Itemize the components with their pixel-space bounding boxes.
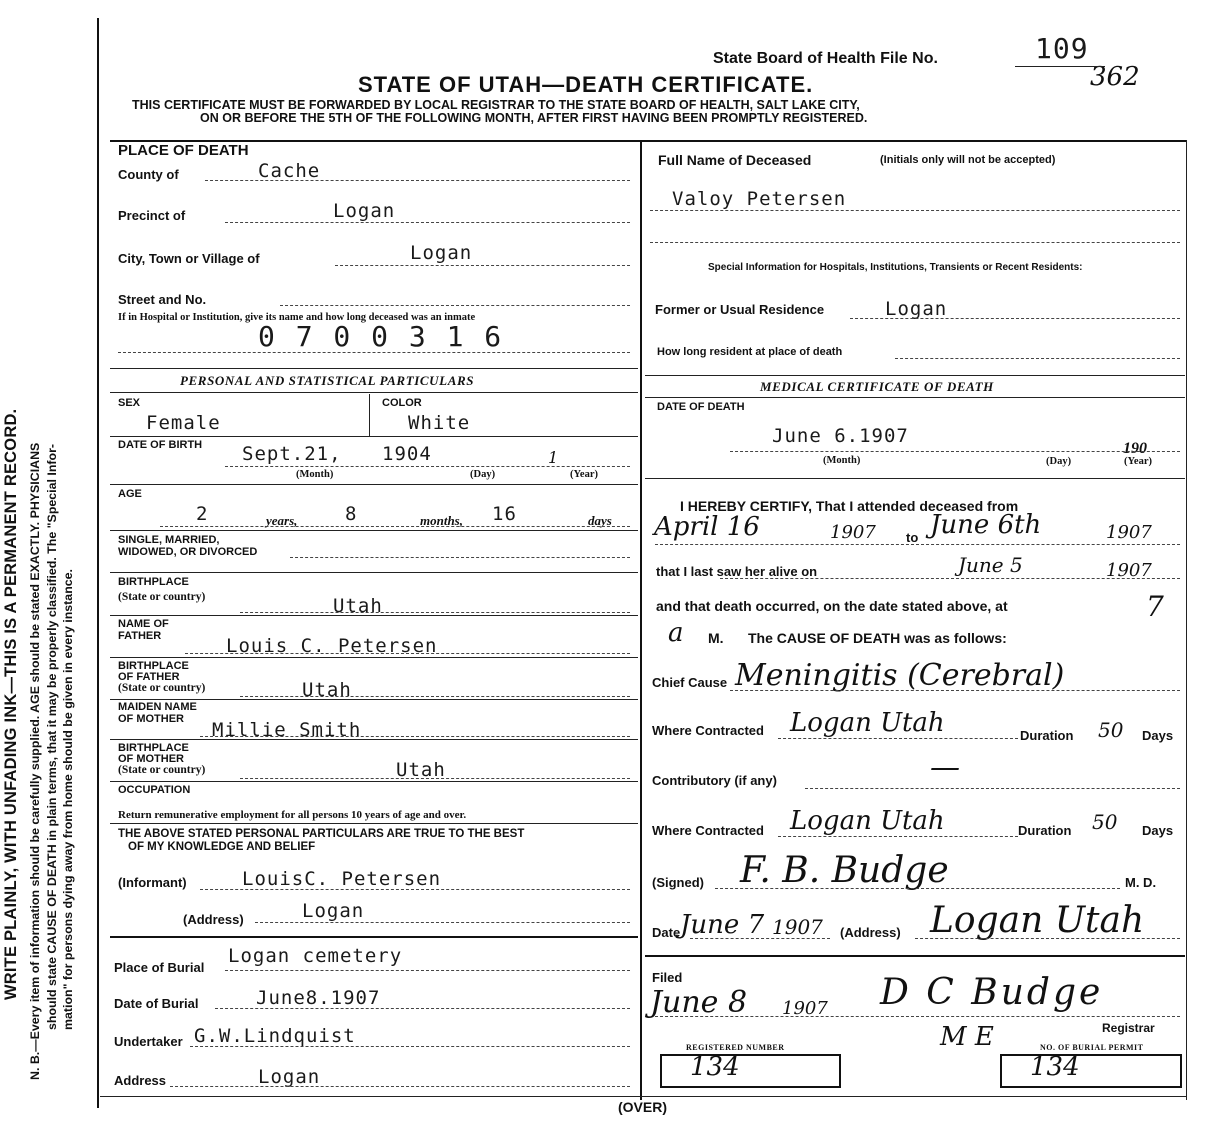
mother-value: Millie Smith xyxy=(212,719,362,741)
county-label: County of xyxy=(118,167,179,182)
personal-heading: PERSONAL AND STATISTICAL PARTICULARS xyxy=(180,373,475,388)
dob-year-caption: (Year) xyxy=(570,469,598,480)
contributory-value: — xyxy=(930,750,960,785)
center-divider xyxy=(640,140,642,1100)
special-info-label: Special Information for Hospitals, Institutions, Transients or Recent Residents: xyxy=(708,262,1083,273)
last-saw-date: June 5 xyxy=(958,553,1023,577)
signature-date-line xyxy=(690,938,830,939)
last-saw-text: that I last saw her alive on xyxy=(656,564,818,579)
residence-line xyxy=(850,318,1180,319)
mother-birthplace-value: Utah xyxy=(396,759,446,781)
duration-value: 50 xyxy=(1098,718,1124,742)
mother-row-rule xyxy=(110,739,638,740)
filed-date: June 8 xyxy=(650,985,748,1020)
county-line xyxy=(205,180,630,181)
cause-intro: The CAUSE OF DEATH was as follows: xyxy=(748,630,1007,646)
mother-birthplace-line xyxy=(240,778,630,779)
attest-line-2: OF MY KNOWLEDGE AND BELIEF xyxy=(128,841,316,853)
informant-row-rule xyxy=(110,936,638,938)
sex-color-divider xyxy=(369,394,370,436)
birthplace-row-rule xyxy=(110,615,638,616)
street-label: Street and No. xyxy=(118,292,207,307)
precinct-label: Precinct of xyxy=(118,208,186,223)
dob-year: 1904 xyxy=(382,443,432,465)
burial-place-value: Logan cemetery xyxy=(228,945,403,967)
chief-cause-value: Meningitis (Cerebral) xyxy=(735,658,1065,693)
filed-year: 1907 xyxy=(782,998,828,1019)
birthplace-value: Utah xyxy=(333,595,383,617)
over-label: (OVER) xyxy=(618,1099,667,1115)
age-months: 8 xyxy=(345,503,358,525)
residence-value: Logan xyxy=(885,298,948,320)
father-value: Louis C. Petersen xyxy=(226,635,438,657)
personal-heading-rule xyxy=(110,392,638,393)
attest-line-1: THE ABOVE STATED PERSONAL PARTICULARS ARE TRUE TO THE BEST xyxy=(118,828,525,840)
attended-from-year: 1907 xyxy=(830,522,876,543)
informant-address-label: (Address) xyxy=(183,912,244,927)
sex-label: SEX xyxy=(118,397,141,409)
filed-top-rule xyxy=(645,955,1185,957)
marital-row-rule xyxy=(110,572,638,573)
informant-value: LouisC. Petersen xyxy=(242,868,442,890)
informant-address-line xyxy=(255,922,630,923)
chief-cause-label: Chief Cause xyxy=(652,675,728,690)
informant-line xyxy=(200,889,630,890)
where-contracted-2-label: Where Contracted xyxy=(652,823,764,838)
last-saw-year: 1907 xyxy=(1106,560,1152,581)
signature-date-year: 1907 xyxy=(772,915,823,939)
dob-label: DATE OF BIRTH xyxy=(118,439,203,451)
physician-address-label: (Address) xyxy=(840,925,901,940)
father-birthplace-label-1: BIRTHPLACE xyxy=(118,660,189,672)
age-label: AGE xyxy=(118,488,142,500)
where-contracted-value: Logan Utah xyxy=(790,708,945,738)
undertaker-label: Undertaker xyxy=(114,1034,183,1049)
precinct-value: Logan xyxy=(333,200,396,222)
age-years: 2 xyxy=(196,503,209,525)
father-row-rule xyxy=(110,657,638,658)
marital-label-1: SINGLE, MARRIED, xyxy=(118,534,220,546)
forwarding-notice-2: ON OR BEFORE THE 5TH OF THE FOLLOWING MONTH, AFTER FIRST HAVING BEEN PROMPTLY REGISTERED. xyxy=(200,111,868,125)
personal-top-rule xyxy=(110,368,638,369)
age-days: 16 xyxy=(492,503,517,525)
header-rule xyxy=(110,140,1186,142)
death-year-print: 190 xyxy=(1123,440,1147,457)
occupation-note: Return remunerative employment for all persons 10 years of age and over. xyxy=(118,809,467,821)
deceased-name-line xyxy=(650,210,1180,211)
mother-label-2: OF MOTHER xyxy=(118,713,184,725)
signed-line xyxy=(715,888,1120,889)
registered-number: 134 xyxy=(690,1052,740,1082)
undertaker-value: G.W.Lindquist xyxy=(194,1025,356,1047)
mother-birthplace-label-1: BIRTHPLACE xyxy=(118,742,189,754)
hospital-line xyxy=(118,352,630,353)
age-row-rule xyxy=(110,530,638,531)
md-label: M. D. xyxy=(1125,875,1157,890)
instructions-note-1: N. B.—Every item of information should be carefully supplied. AGE should be stated EXACTLY. PHYSICIANS xyxy=(28,442,42,1080)
burial-permit-label: NO. OF BURIAL PERMIT xyxy=(1040,1043,1144,1052)
medical-top-rule xyxy=(645,375,1185,376)
death-month-caption: (Month) xyxy=(823,455,861,466)
burial-place-line xyxy=(225,970,630,971)
father-line xyxy=(185,653,630,654)
undertaker-address-line xyxy=(170,1086,630,1087)
where-contracted-2-line xyxy=(778,836,1018,837)
contributory-label: Contributory (if any) xyxy=(652,773,777,788)
days-caption: days xyxy=(588,513,612,528)
informant-label: (Informant) xyxy=(118,875,187,890)
marital-label-2: WIDOWED, OR DIVORCED xyxy=(118,546,258,558)
mother-birthplace-label-2: OF MOTHER xyxy=(118,753,184,765)
attended-from-date: April 16 xyxy=(654,512,760,542)
certify-text: I HEREBY CERTIFY, That I attended deceased from xyxy=(680,498,1019,514)
burial-permit-number: 134 xyxy=(1030,1052,1080,1082)
dob-month-day: Sept.21, xyxy=(242,443,342,465)
death-date-label: DATE OF DEATH xyxy=(657,401,745,413)
physician-address-line xyxy=(915,938,1180,939)
burial-place-label: Place of Burial xyxy=(114,960,205,975)
file-number-alt: 362 xyxy=(1090,62,1140,92)
undertaker-address-value: Logan xyxy=(258,1066,321,1088)
how-long-label: How long resident at place of death xyxy=(657,346,843,358)
hospital-label: If in Hospital or Institution, give its name and how long deceased was an inmate xyxy=(118,312,476,323)
color-label: COLOR xyxy=(382,397,422,409)
duration-2-value: 50 xyxy=(1092,810,1118,834)
deceased-name-label: Full Name of Deceased xyxy=(658,152,812,168)
color-value: White xyxy=(408,412,471,434)
where-contracted-line xyxy=(778,738,1018,739)
instructions-note-3: mation" for persons dying away from home should be given in every instance. xyxy=(61,569,75,1030)
informant-address-value: Logan xyxy=(302,900,365,922)
city-line xyxy=(335,265,630,266)
deceased-name-note: (Initials only will not be accepted) xyxy=(880,154,1056,166)
forwarding-notice-1: THIS CERTIFICATE MUST BE FORWARDED BY LOCAL REGISTRAR TO THE STATE BOARD OF HEALTH, SALT LAKE CITY, xyxy=(132,98,860,112)
deceased-name: Valoy Petersen xyxy=(672,188,847,210)
signature-date-label: Date xyxy=(652,925,681,940)
signature-date-value: June 7 xyxy=(680,910,765,940)
registered-number-box xyxy=(660,1054,841,1088)
occupation-row-rule xyxy=(110,823,638,824)
sex-row-rule xyxy=(110,436,638,437)
age-line xyxy=(160,526,630,527)
street-line xyxy=(280,305,630,306)
occupation-label: OCCUPATION xyxy=(118,784,191,796)
father-birthplace-value: Utah xyxy=(302,679,352,701)
sex-value: Female xyxy=(146,412,221,434)
county-value: Cache xyxy=(258,160,321,182)
registered-number-label: REGISTERED NUMBER xyxy=(686,1043,785,1052)
form-left-border xyxy=(97,18,99,1108)
contributory-line xyxy=(805,788,1180,789)
residence-label: Former or Usual Residence xyxy=(655,302,825,317)
place-of-death-heading: PLACE OF DEATH xyxy=(118,142,249,159)
precinct-line xyxy=(225,222,630,223)
file-number-underline xyxy=(1015,66,1105,67)
mother-label-1: MAIDEN NAME xyxy=(118,701,197,713)
death-hour: 7 xyxy=(1146,590,1164,623)
death-date-line xyxy=(730,451,1180,452)
mother-birthplace-label-3: (State or country) xyxy=(118,764,206,776)
death-ampm: a xyxy=(668,618,684,648)
burial-date-line xyxy=(215,1008,630,1009)
certificate-title: STATE OF UTAH—DEATH CERTIFICATE. xyxy=(358,72,814,97)
dob-row-rule xyxy=(110,484,638,485)
duration-label: Duration xyxy=(1020,728,1074,743)
form-right-border xyxy=(1186,140,1187,1100)
mother-birthplace-row-rule xyxy=(110,781,638,782)
where-contracted-2-value: Logan Utah xyxy=(790,806,945,836)
dob-day-caption: (Day) xyxy=(470,469,496,480)
father-birthplace-line xyxy=(240,696,630,697)
burial-permit-box xyxy=(1000,1054,1182,1088)
death-day-caption: (Day) xyxy=(1046,456,1072,467)
physician-signature: F. B. Budge xyxy=(740,850,949,891)
city-label: City, Town or Village of xyxy=(118,251,260,266)
registrar-signature: D C Budge xyxy=(880,972,1104,1013)
file-number: 109 xyxy=(1035,32,1089,65)
duration-2-label: Duration xyxy=(1018,823,1072,838)
death-occurred-text: and that death occurred, on the date stated above, at xyxy=(656,598,1008,614)
father-birthplace-row-rule xyxy=(110,699,638,700)
duration-2-days-label: Days xyxy=(1142,823,1174,838)
undertaker-address-label: Address xyxy=(114,1073,167,1088)
chief-cause-line xyxy=(730,690,1180,691)
attended-to-year: 1907 xyxy=(1106,522,1152,543)
dob-month-caption: (Month) xyxy=(296,469,334,480)
how-long-line xyxy=(895,358,1180,359)
file-number-label: State Board of Health File No. xyxy=(713,50,938,67)
death-date-value: June 6.1907 xyxy=(772,425,909,447)
permanent-record-note: WRITE PLAINLY, WITH UNFADING INK—THIS IS A PERMANENT RECORD. xyxy=(2,408,20,1000)
medical-heading: MEDICAL CERTIFICATE OF DEATH xyxy=(760,379,994,394)
city-value: Logan xyxy=(410,242,473,264)
death-m-label: M. xyxy=(708,630,724,646)
registrar-initials: M E xyxy=(940,1022,994,1052)
mother-line xyxy=(200,736,630,737)
duration-days-label: Days xyxy=(1142,728,1174,743)
where-contracted-label: Where Contracted xyxy=(652,723,764,738)
dob-line xyxy=(225,466,630,467)
burial-date-value: June8.1907 xyxy=(256,987,381,1009)
birthplace-label-1: BIRTHPLACE xyxy=(118,576,189,588)
attended-to-date: June 6th xyxy=(930,510,1042,540)
attended-line xyxy=(655,544,1180,545)
months-caption: months, xyxy=(420,513,463,528)
death-date-row-rule xyxy=(645,478,1185,479)
father-birthplace-label-3: (State or country) xyxy=(118,682,206,694)
deceased-name-line-2 xyxy=(650,242,1180,243)
dob-mark: 1 xyxy=(548,448,559,467)
birthplace-label-2: (State or country) xyxy=(118,591,206,603)
attended-to-label: to xyxy=(906,530,919,545)
marital-line xyxy=(290,557,630,558)
birthplace-line xyxy=(240,612,630,613)
physician-address-value: Logan Utah xyxy=(930,900,1145,941)
instructions-note-2: should state CAUSE OF DEATH in plain terms, that it may be properly classified. The "Special Infor- xyxy=(45,443,59,1030)
years-caption: years, xyxy=(266,513,298,528)
father-label-2: FATHER xyxy=(118,630,162,642)
filed-line xyxy=(655,1016,1180,1017)
burial-date-label: Date of Burial xyxy=(114,996,199,1011)
last-saw-line xyxy=(720,578,1180,579)
registrar-label: Registrar xyxy=(1102,1021,1155,1035)
father-label-1: NAME OF xyxy=(118,618,169,630)
medical-heading-rule xyxy=(645,397,1185,398)
signed-label: (Signed) xyxy=(652,875,704,890)
father-birthplace-label-2: OF FATHER xyxy=(118,671,180,683)
filed-label: Filed xyxy=(652,970,683,985)
undertaker-line xyxy=(190,1046,630,1047)
stamp-number: 0 7 0 0 3 1 6 xyxy=(258,320,504,353)
footer-rule xyxy=(100,1096,1186,1097)
death-year-caption: (Year) xyxy=(1124,456,1152,467)
